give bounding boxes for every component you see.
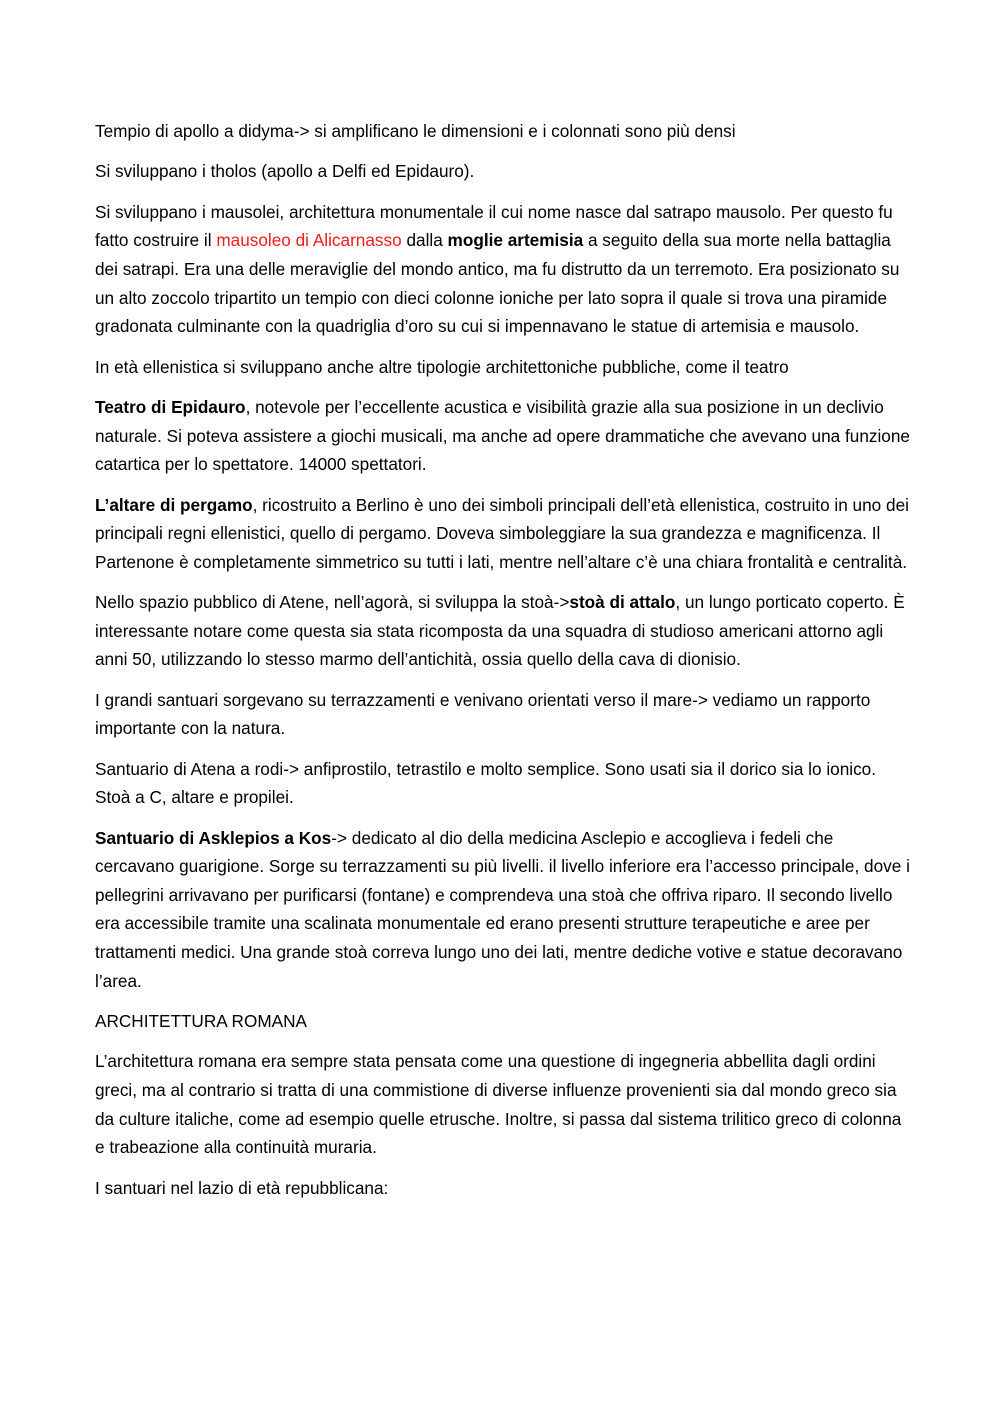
paragraph-santuari-lazio: I santuari nel lazio di età repubblicana: <box>95 1177 389 1198</box>
text-run: , un lungo porticato coperto. È interessante notare come questa sia stata ricomposta da una squadra di studioso americani attorno agli anni 50, utilizzando lo stesso marmo dell’antichità, ossia quello della cava di dionisio. <box>95 592 905 670</box>
paragraph-teatro-intro: In età ellenistica si sviluppano anche altre tipologie architettoniche pubbliche, come il teatro <box>95 356 789 377</box>
bold-term-stoa: stoà di attalo <box>569 592 676 613</box>
paragraph-teatro-epidauro <box>95 393 910 479</box>
paragraph-mausolei <box>95 198 910 341</box>
text-run: dalla <box>401 230 448 251</box>
paragraph-altare-pergamo <box>95 491 910 577</box>
paragraph-tholos: Si sviluppano i tholos (apollo a Delfi ed Epidauro). <box>95 161 475 182</box>
bold-term-artemisia: moglie artemisia <box>447 230 584 251</box>
paragraph-atena-rodi: Santuario di Atena a rodi-> anfiprostilo, tetrastilo e molto semplice. Sono usati sia il dorico sia lo ionico. Stoà a C, altare e propilei. <box>95 758 877 808</box>
text-run: Si sviluppano i mausolei, architettura monumentale il cui nome nasce dal satrapo mausolo. Per questo fu fatto costruire il <box>95 201 893 251</box>
bold-term-asklepios: Santuario di Asklepios a Kos <box>95 827 332 848</box>
paragraph-stoa <box>95 588 910 674</box>
document-page <box>95 117 910 1214</box>
section-heading: ARCHITETTURA ROMANA <box>95 1011 307 1031</box>
paragraph-architettura-romana: L’architettura romana era sempre stata pensata come una questione di ingegneria abbellita dagli ordini greci, ma al contrario si tratta di una commistione di diverse influenze provenienti sia dal mondo greco sia da culture italiche, come ad esempio quelle etrusche. Inoltre, si passa dal sistema trilitico greco di colonna e trabeazione alla continuità muraria. <box>95 1051 902 1158</box>
text-run: Nello spazio pubblico di Atene, nell’agorà, si sviluppa la stoà-> <box>95 592 570 613</box>
paragraph-didyma: Tempio di apollo a didyma-> si amplificano le dimensioni e i colonnati sono più densi <box>95 121 736 141</box>
bold-term-altare: L’altare di pergamo <box>95 494 253 515</box>
text-run: a seguito della sua morte nella battaglia dei satrapi. Era una delle meraviglie del mondo antico, ma fu distrutto da un terremoto. Era posizionato su un alto zoccolo tripartito un tempio con dieci colonne ioniche per lato sopra il quale si trova una piramide gradonata culminante con la quadriglia d’oro su cui si impennavano le statue di artemisia e mausolo. <box>95 230 900 337</box>
bold-term-teatro: Teatro di Epidauro <box>95 396 246 417</box>
text-run: , notevole per l’eccellente acustica e visibilità grazie alla sua posizione in un declivio naturale. Si poteva assistere a giochi musicali, ma anche ad opere drammatiche che avevano una funzione catartica per lo spettatore. 14000 spettatori. <box>95 396 910 475</box>
highlight-mausoleo: mausoleo di Alicarnasso <box>216 230 402 251</box>
text-run: , ricostruito a Berlino è uno dei simboli principali dell’età ellenistica, costruito in uno dei principali regni ellenistici, quello di pergamo. Doveva simboleggiare la sua grandezza e magnificenza. Il Partenone è completamente simmetrico su tutti i lati, mentre nell’altare c’è una chiara frontalità e centralità. <box>95 494 909 572</box>
paragraph-santuari: I grandi santuari sorgevano su terrazzamenti e venivano orientati verso il mare-> vediamo un rapporto importante con la natura. <box>95 689 871 739</box>
text-run: -> dedicato al dio della medicina Asclepio e accoglieva i fedeli che cercavano guarigione. Sorge su terrazzamenti su più livelli. il livello inferiore era l’accesso principale, dove i pellegrini arrivavano per purificarsi (fontane) e comprendeva una stoà che offriva riparo. Il secondo livello era accessibile tramite una scalinata monumentale ed erano presenti strutture terapeutiche e aree per trattamenti medici. Una grande stoà correva lungo uno dei lati, mentre dediche votive e statue decoravano l’area. <box>95 827 910 991</box>
paragraph-asklepios <box>95 824 910 996</box>
